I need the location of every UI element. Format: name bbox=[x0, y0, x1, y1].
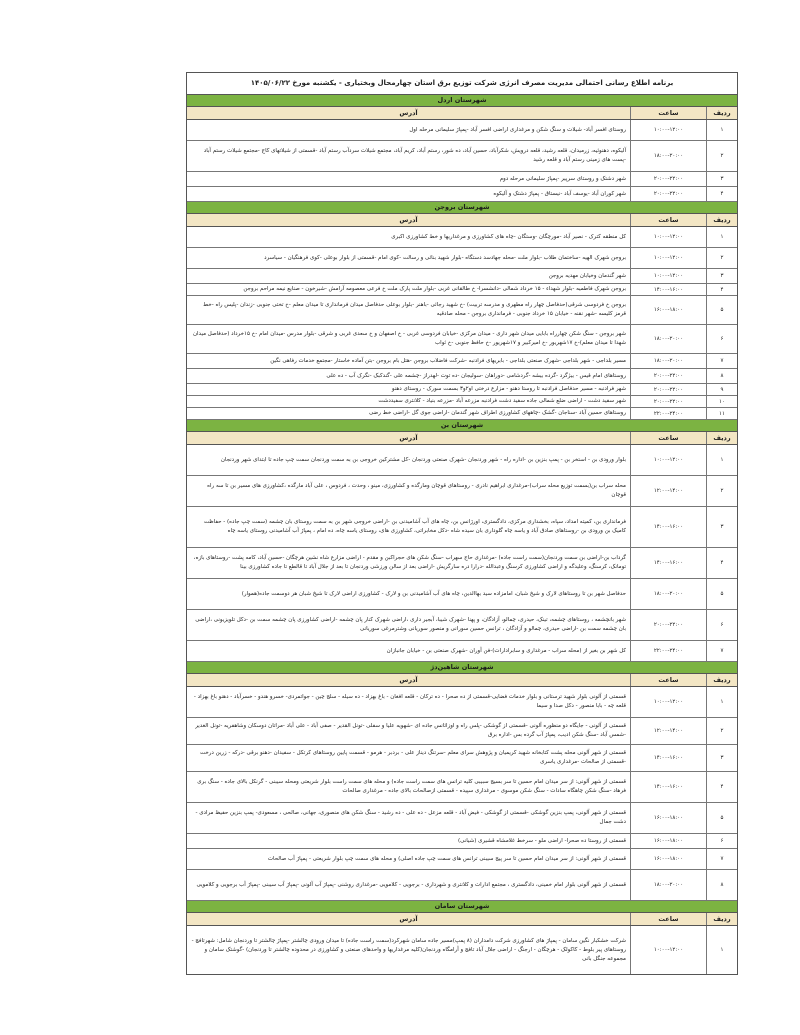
table-row bbox=[187, 284, 737, 296]
column-header-address: آدرس bbox=[399, 433, 418, 442]
row-address: بروجن خ فردوسی شرقی(حدفاصل چهار راه مطهری و مدرسه تربیت) -خ شهید رجائی -باهنر -بلوار بوعلی حدفاصل میدان فرمانداری تا میدان معلم -خ تختی جنوبی -زندان -پلیس راه -خط قرمز کلیسه -شهر نقنه - خیابان ۱۵ خرداد جنوبی - فرمانداری بروجن - محله صادقیه bbox=[203, 302, 626, 317]
column-header-address: آدرس bbox=[399, 108, 418, 117]
row-time-range: ۱۲:۰۰-۱۴:۰۰ bbox=[630, 476, 706, 506]
row-time-range: ۱۴:۰۰-۱۶:۰۰ bbox=[630, 284, 706, 295]
table-row bbox=[187, 325, 737, 354]
row-time-range: ۱۸:۰۰-۲۰:۰۰ bbox=[630, 579, 706, 609]
row-index: ۶ bbox=[706, 610, 737, 640]
row-address: شرکت خشکبار نگین سامان - پمپاژ های کشاورزی شرکت دامداران (۸ پمپ)مسیر جاده سامان شهرکرد(سمت راست جاده) تا میدان ورودی چالشتر -پمپاژ چالشتر تا وردنجان شامل: شهرتافچ - روستاهای پیر بلوط - کاکولک - هرچگان - ارجنگ - اراضی جلال آباد تافچ و آرامگاه وردنجان(کلیه مرغداریها و واحدهای صنعتی و کشاورزی در محدوده چالشتر تا وردنجان) -گوشتک سامان و مجموعه جنگل بانی bbox=[191, 937, 626, 962]
table-row bbox=[187, 687, 737, 718]
schedule-table bbox=[186, 72, 738, 975]
table-row bbox=[187, 803, 737, 834]
table-row bbox=[187, 445, 737, 476]
row-address: شهر دشتک و روستای سرپیر -پمپاژ سلیمانی مرحله دوم bbox=[499, 175, 626, 182]
city-section-header: شهرستان بروجن bbox=[187, 202, 737, 214]
row-address: قسمتی از شهر آلونی، پمپ بنزین گوشکی -قسمتی از گوشکی - فیض آباد - قلعه مزعل - ده علی - ده رشید - سنگ شکن های منصوری، جهانی، صالحی ، مسعودی- پمپ بنزین حفیظ مرادی - دشت جمال bbox=[195, 810, 626, 825]
row-time-range: ۲۰:۰۰-۲۲:۰۰ bbox=[630, 384, 706, 395]
row-address: حدفاصل شهر بن تا روستاهای لارک و شیخ شبان، امامزاده سید بهاالدین، چاه های آب آشامیدنی بن و لارک - کشاورزی اراضی لارک تا شیخ شبان هر دوسمت جاده(هموار) bbox=[241, 590, 626, 597]
column-header-time: ساعت bbox=[630, 432, 706, 444]
row-address: شهر بانچشمه ، روستاهای چشمه، تینک، حیدری، چمالو، آزادگان، و پهنا -شهرک شیبا، آبجیر داری ،اراضی شهرک کنار پان چشمه -اراضی کشاورزی پان چشمه سمت بن -دکل تلویزیونی ،اراضی بان چشمه سمت بن -اراضی حیدری، چمالو و آزادگان ، ترانس حسین سورانی و منصور سوریانی وشترمرغی سوریانی bbox=[195, 617, 626, 632]
table-row bbox=[187, 641, 737, 662]
table-row bbox=[187, 476, 737, 507]
row-time-range: ۱۴:۰۰-۱۶:۰۰ bbox=[630, 745, 706, 771]
row-index: ۶ bbox=[706, 325, 737, 353]
row-index: ۸ bbox=[706, 369, 737, 383]
row-index: ۴ bbox=[706, 284, 737, 295]
row-address: شهر بروجن - سنگ شکن چهارراه بابایی میدان شهر داری - میدان مرکزی -خیابان فردوسی غربی - خ اصفهان و خ سعدی غربی و شرقی -بلوار مدرس -میدان امام -خ ۱۵خرداد (حدفاصل میدان شهدا تا میدان معلم)-خ ۱۷شهریور -خ امیرکبیر و ۱۷شهریور -خ حافظ جنوبی -خ ثواب bbox=[192, 331, 626, 346]
column-header-index: ردیف bbox=[706, 913, 737, 925]
table-row bbox=[187, 849, 737, 870]
row-address: محله سراب بن(بسمت توزیع محله سراب)-مرغداری ابراهیم نادری - روستاهای قوچان ومارگده و کشاورزی، مینو ، وحدت ، فردوس ، علی آباد مارگده ،کشاورزی های مسیر بن تا سه راه قوچان bbox=[207, 483, 626, 498]
row-time-range: ۱۶:۰۰-۱۸:۰۰ bbox=[630, 803, 706, 833]
row-index: ۲ bbox=[706, 141, 737, 171]
city-section-header: شهرستان بن bbox=[187, 420, 737, 432]
row-index: ۱ bbox=[706, 445, 737, 475]
column-header-address: آدرس bbox=[399, 914, 418, 923]
row-time-range: ۱۴:۰۰-۱۶:۰۰ bbox=[630, 507, 706, 547]
row-index: ۷ bbox=[706, 354, 737, 368]
row-index: ۱۱ bbox=[706, 408, 737, 419]
table-row bbox=[187, 396, 737, 408]
row-time-range: ۱۸:۰۰-۲۰:۰۰ bbox=[630, 141, 706, 171]
table-row bbox=[187, 548, 737, 579]
table-row bbox=[187, 296, 737, 325]
row-address: قسمتی از شهر آلونی بلوار امام خمینی، دادگستری ، مجتمع ادارات و کلانتری و شهرداری - برجویی - کلامویی -مرغداری روشنی -پمپاژ آب آلونی -پمپاژ آب سیبنی -پمپاژ آب برجویی و کلامویی bbox=[196, 881, 626, 888]
row-index: ۳ bbox=[706, 172, 737, 186]
row-index: ۱ bbox=[706, 120, 737, 140]
row-time-range: ۱۸:۰۰-۲۰:۰۰ bbox=[630, 325, 706, 353]
row-index: ۹ bbox=[706, 384, 737, 395]
row-index: ۴ bbox=[706, 772, 737, 802]
row-time-range: ۱۸:۰۰-۲۰:۰۰ bbox=[630, 354, 706, 368]
row-time-range: ۲۰:۰۰-۲۲:۰۰ bbox=[630, 172, 706, 186]
row-time-range: ۱۶:۰۰-۱۸:۰۰ bbox=[630, 296, 706, 324]
row-index: ۱ bbox=[706, 926, 737, 974]
row-address: قسمتی از شهر آلونی: از سر میدان امام حسین تا سر پیج سیبنی ترانس های سمت چپ جاده اصلی) و محله های سمت چپ بلوار شریعتی - پمپاژ آب صالحات bbox=[267, 855, 626, 862]
row-index: ۳ bbox=[706, 507, 737, 547]
row-time-range: ۱۰:۰۰-۱۲:۰۰ bbox=[630, 269, 706, 283]
column-header-row bbox=[187, 107, 737, 120]
row-address: مسیر بلداجی - شهر بلداجی -شهرک صنعتی بلداجی - بابریهای فرادنبه -شرکت فاضلاب بروجن -هتل بام بروجن -بتن آماده خاستار -مجتمع خدمات رفاهی نگین bbox=[270, 357, 626, 364]
row-time-range: ۲۰:۰۰-۲۲:۰۰ bbox=[630, 369, 706, 383]
row-time-range: ۲۲:۰۰-۲۴:۰۰ bbox=[630, 641, 706, 661]
table-row bbox=[187, 610, 737, 641]
row-address: فرمانداری بن، کمیته امداد، سپاه، بخشداری مرکزی، دادگستری، اورژانس بن، چاه های آب آشامیدنی بن -اراضی خروجی شهر بن به سمت روستای بان چشمه (سمت چپ جاده) - حفاظت کامیک بن ورودی بن -روستاهای صادق آباد و یاسه چاه گلوداری بان سیده شاه -دکل مخابراتی، کشاورزی های، روستای یاسه چاه، ده امام ، پمپاژ آب آشامیدنی روستای یاسه چاه bbox=[203, 519, 626, 534]
table-row bbox=[187, 772, 737, 803]
row-index: ۵ bbox=[706, 803, 737, 833]
row-time-range: ۱۰:۰۰-۱۲:۰۰ bbox=[630, 120, 706, 140]
row-index: ۱۰ bbox=[706, 396, 737, 407]
table-row bbox=[187, 870, 737, 901]
row-time-range: ۱۸:۰۰-۲۰:۰۰ bbox=[630, 870, 706, 900]
row-address: شهر کوران آباد -یوسف آباد -نیستاق - پمپاژ دشتک و آلیکوه bbox=[493, 190, 626, 197]
row-time-range: ۱۰:۰۰-۱۲:۰۰ bbox=[630, 227, 706, 247]
city-section-header: شهرستان اردل bbox=[187, 95, 737, 107]
row-index: ۶ bbox=[706, 834, 737, 848]
table-row bbox=[187, 579, 737, 610]
table-row bbox=[187, 369, 737, 384]
column-header-time: ساعت bbox=[630, 214, 706, 226]
row-address: روستاهای امام قیس - بیژگرد -گرده بیشه -گردشامی -دوراهان -سولیجان -ده توت -لهدراز -چشمه علی -گندکبک -نگرک آب - ده علی bbox=[326, 372, 626, 379]
row-address: بروجن شهرک فاطمیه -بلوار شهداء - ۱۵ خرداد شمالی -دانشسرا- خ طالقانی غربی -بلوار ملت پارک ملت خ فرعی معصومه آرامش -شیرخون - صنایع نیمه مراحم بروجن bbox=[243, 286, 626, 292]
row-address: قسمتی از آلونی - جایگاه دو منظوره آلونی -قسمتی از گوشکی -پلس راه و اوزائانس جاده ای -شهویه علیا و سفلی -تونل القدیر - صفی آباد - علی آباد -مراتان دوسکان وشاهفریه -تونل الغدیر -شمس آباد -سنگ شکن ادیب، پمپاژ آب گرده بس -اداره برق bbox=[195, 723, 626, 738]
table-row bbox=[187, 926, 737, 974]
row-address: قسمتی از آلونی بلوار شهید ترستانی و بلوار خدمات فضایی-قسمتی از ده صحرا - ده ترکان - قلعه افغان - باغ بهزاد - ده سیله - سلج چین - جواتمردی- خسرو هندو - خسرآباد - دهنو باغ بهزاد - قلعه چه - بابا منصور - دکل صدا و سیما bbox=[193, 694, 626, 709]
row-address: قسمتی از شهر آلونی: از سر میدان امام حسین تا سر بسیج سبیبی کلیه ترانس های سمت راست جاده) و محله های سمت راست بلوار شریعتی ومحله سیبنی - گرنکل بالای جاده - سنگ بری فرهاد -سنگ شکن چاهگاه سادات - سنگ شکن موسوی - مرغداری سپیده - قسمتی ازصالحات بالای جاده - مرغداری صالحات bbox=[197, 779, 626, 794]
row-index: ۳ bbox=[706, 745, 737, 771]
table-row bbox=[187, 248, 737, 269]
row-address: آلیکوه، دهنوئیه، زرمیدان، قلعه رشید، قلعه درویش، شکرآباد، حسین آباد، ده شور، رستم آباد، کریم آباد، مجتمع شیلات سردآب رستم آباد -قسمتی از شیلاتهای کاج -مجتمع شیلات رستم آباد -پست های زمینی رستم آباد و قلعه رشید bbox=[203, 148, 626, 163]
row-address: کل شهر بن بغیر از (محله سراب - مرغداری و سابرادارات)-فن آوران -شهرک صنعتی بن - خیابان جانبازان bbox=[386, 647, 626, 654]
column-header-time: ساعت bbox=[630, 107, 706, 119]
table-row bbox=[187, 172, 737, 187]
table-row bbox=[187, 141, 737, 172]
table-row bbox=[187, 227, 737, 248]
table-row bbox=[187, 834, 737, 849]
column-header-row bbox=[187, 432, 737, 445]
table-row bbox=[187, 408, 737, 420]
row-address: شهر سفید دشت - اراضی ضلع شمالی جاده سفید دشت فرادنبه مزرعه آباد -مزرعه بنیاد - کلانتری سفیددشت bbox=[378, 398, 626, 404]
row-time-range: ۱۰:۰۰-۱۲:۰۰ bbox=[630, 687, 706, 717]
column-header-index: ردیف bbox=[706, 674, 737, 686]
row-index: ۵ bbox=[706, 579, 737, 609]
table-row bbox=[187, 507, 737, 548]
row-time-range: ۲۰:۰۰-۲۲:۰۰ bbox=[630, 396, 706, 407]
column-header-time: ساعت bbox=[630, 674, 706, 686]
row-index: ۷ bbox=[706, 849, 737, 869]
row-index: ۴ bbox=[706, 548, 737, 578]
row-index: ۳ bbox=[706, 269, 737, 283]
column-header-index: ردیف bbox=[706, 214, 737, 226]
row-address: بروجن شهرک الهیه -ساختمان طلاب -بلوار ملت -محله جهادسد دستگاه -بلوار شهید بنائی و رسالت -کوی امام -قسمتی از بلوار بوعلی -کوی فرهنگیان - سیاسرد bbox=[264, 254, 626, 261]
row-index: ۲ bbox=[706, 248, 737, 268]
row-index: ۲ bbox=[706, 718, 737, 744]
row-address: شهر گندمان وخیابان مهدیه بروجن bbox=[548, 272, 626, 279]
table-row bbox=[187, 120, 737, 141]
column-header-address: آدرس bbox=[399, 215, 418, 224]
row-index: ۵ bbox=[706, 296, 737, 324]
column-header-row bbox=[187, 214, 737, 227]
table-row bbox=[187, 269, 737, 284]
column-header-time: ساعت bbox=[630, 913, 706, 925]
row-index: ۲ bbox=[706, 476, 737, 506]
document-title: برنامه اطلاع رسانی احتمالی مدیریت مصرف انرژی شرکت توزیع برق استان چهارمحال وبختیاری - یکشنبه مورخ ۱۴۰۵/۰۶/۲۲ bbox=[187, 73, 737, 95]
table-row bbox=[187, 187, 737, 202]
column-header-row bbox=[187, 913, 737, 926]
table-row bbox=[187, 718, 737, 745]
row-index: ۴ bbox=[706, 187, 737, 201]
city-section-header: شهرستان شاهین‌دژ bbox=[187, 662, 737, 674]
city-section-header: شهرستان سامان bbox=[187, 901, 737, 913]
row-time-range: ۱۴:۰۰-۱۶:۰۰ bbox=[630, 772, 706, 802]
table-row bbox=[187, 384, 737, 396]
row-address: گرداب بن-اراضی بن سمت وردنجان(سمت راست جاده) -مرغداری حاج سهراب -سنگ شکن های حجراکبن و مقدم - اراضی مزارع شاه نشین هرچگان -حسین آباد، کامه پشت -روستاهای بازه، تومانک، کرسنگ، وعلیدگه و اراضی کشاورزی کرسنگ وعبدالله -درارا دره سارگریش -اراضی بعد از سالن ورزشی وردنجان تا بعد از جلال آباد تا قالطع تا جاده کشاورزی بینا bbox=[193, 555, 626, 570]
table-row bbox=[187, 745, 737, 772]
row-address: قسمتی از شهر آلونی محله پشت کتابخانه شهید کریمیان و پژوهش سرای معلم -سرتنگ دیناز علی - بردبر - هرمو - قسمت پایین روستاهای کرتکل - سفیدان -دهنو برقی -درکه - زرین درخت -قسمتی از صالحات -مرغداری یاسری bbox=[199, 750, 626, 765]
sections-container bbox=[187, 95, 737, 974]
column-header-index: ردیف bbox=[706, 107, 737, 119]
row-time-range: ۱۰:۰۰-۱۲:۰۰ bbox=[630, 248, 706, 268]
row-address: شهر فرادنبه - مسیر حدفاصل فرادنبه تا روستا دهنو - مزارع درختی او۲و۳ بسمت سورک - روستای دهنو bbox=[391, 386, 626, 392]
row-time-range: ۱۶:۰۰-۱۸:۰۰ bbox=[630, 849, 706, 869]
row-time-range: ۲۰:۰۰-۲۲:۰۰ bbox=[630, 610, 706, 640]
row-index: ۷ bbox=[706, 641, 737, 661]
row-time-range: ۱۲:۰۰-۱۴:۰۰ bbox=[630, 718, 706, 744]
row-time-range: ۲۰:۰۰-۲۲:۰۰ bbox=[630, 187, 706, 201]
row-address: قسمتی از روستا ده صحرا- اراضی ملو - سرخط غلامشاه قشیری (شیانی) bbox=[457, 837, 626, 844]
row-time-range: ۱۰:۰۰-۱۲:۰۰ bbox=[630, 445, 706, 475]
row-time-range: ۲۲:۰۰-۲۴:۰۰ bbox=[630, 408, 706, 419]
row-address: کل منطقه کترک - نصیر آباد -مورچگان -وستگان -چاه های کشاورزی و مرغداریها و خط کشاورزی اکبری bbox=[391, 233, 626, 240]
row-index: ۸ bbox=[706, 870, 737, 900]
row-time-range: ۱۴:۰۰-۱۶:۰۰ bbox=[630, 548, 706, 578]
column-header-row bbox=[187, 674, 737, 687]
row-address: بلوار ورودی بن - استخر بن - پمپ بنزین بن -اداره راه - شهر وردنجان -شهرک صنعتی وردنجان -کل مشترکین خروجی بن به سمت وردنجان سمت چپ جاده تا ابتدای شهر وردنجان bbox=[220, 456, 626, 463]
row-address: روستای افسر آباد- شیلات و سنگ شکن و مرغداری اراضی افسر آباد -پمپاژ سلیمانی مرحله اول bbox=[409, 126, 626, 133]
column-header-address: آدرس bbox=[399, 675, 418, 684]
row-time-range: ۱۶:۰۰-۱۸:۰۰ bbox=[630, 834, 706, 848]
row-time-range: ۱۰:۰۰-۱۲:۰۰ bbox=[630, 926, 706, 974]
row-index: ۱ bbox=[706, 687, 737, 717]
column-header-index: ردیف bbox=[706, 432, 737, 444]
row-address: روستاهای حسین آباد -سناجان -گشک -چاههای کشاورزی اطراف شهر گندمان -اراضی جوی گل -اراضی خط رضی bbox=[368, 410, 626, 416]
row-index: ۱ bbox=[706, 227, 737, 247]
table-row bbox=[187, 354, 737, 369]
